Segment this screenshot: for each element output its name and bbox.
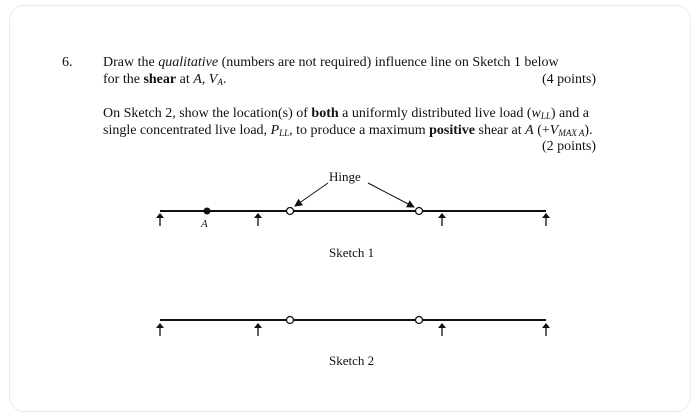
sketch1-caption: Sketch 1	[329, 245, 375, 260]
sketch2-hinge-left	[287, 317, 294, 324]
question-number: 6.	[62, 55, 73, 70]
sketch2-support-arrow	[438, 323, 446, 336]
hinge-pointer-right	[368, 183, 414, 207]
sketch1	[156, 169, 550, 260]
sketch1-support-arrow	[438, 213, 446, 226]
sketch1-support-arrow	[156, 213, 164, 226]
part2-line1: On Sketch 2, show the location(s) of both a uniformly distributed live load $(w_{LL})$ and a	[103, 106, 589, 121]
part2-points: (2 points)	[541, 139, 596, 154]
part1-line2: for the shear at A, $V_A$.	[103, 72, 227, 87]
part1-points: (4 points)	[541, 72, 596, 87]
part2-line2: single concentrated live load, $P_{LL}$, to produce a maximum positive shear at A (+VMAX A).	[103, 123, 593, 138]
sketch2	[156, 317, 550, 369]
hinge-label: Hinge	[329, 169, 361, 184]
point-a-label: A	[201, 218, 208, 230]
sketch2-hinge-right	[416, 317, 423, 324]
sketch1-hinge-right	[416, 208, 423, 215]
sketch2-caption: Sketch 2	[329, 353, 375, 368]
part1-line1: Draw the qualitative (numbers are not required) influence line on Sketch 1 below	[103, 55, 559, 70]
sketch2-support-arrow	[542, 323, 550, 336]
sketch2-support-arrow	[156, 323, 164, 336]
sketch1-point-a-dot	[204, 208, 211, 215]
sketch1-support-arrow	[254, 213, 262, 226]
sketch2-support-arrow	[254, 323, 262, 336]
hinge-pointer-left	[295, 183, 328, 206]
sketch1-hinge-left	[287, 208, 294, 215]
sketch1-support-arrow	[542, 213, 550, 226]
